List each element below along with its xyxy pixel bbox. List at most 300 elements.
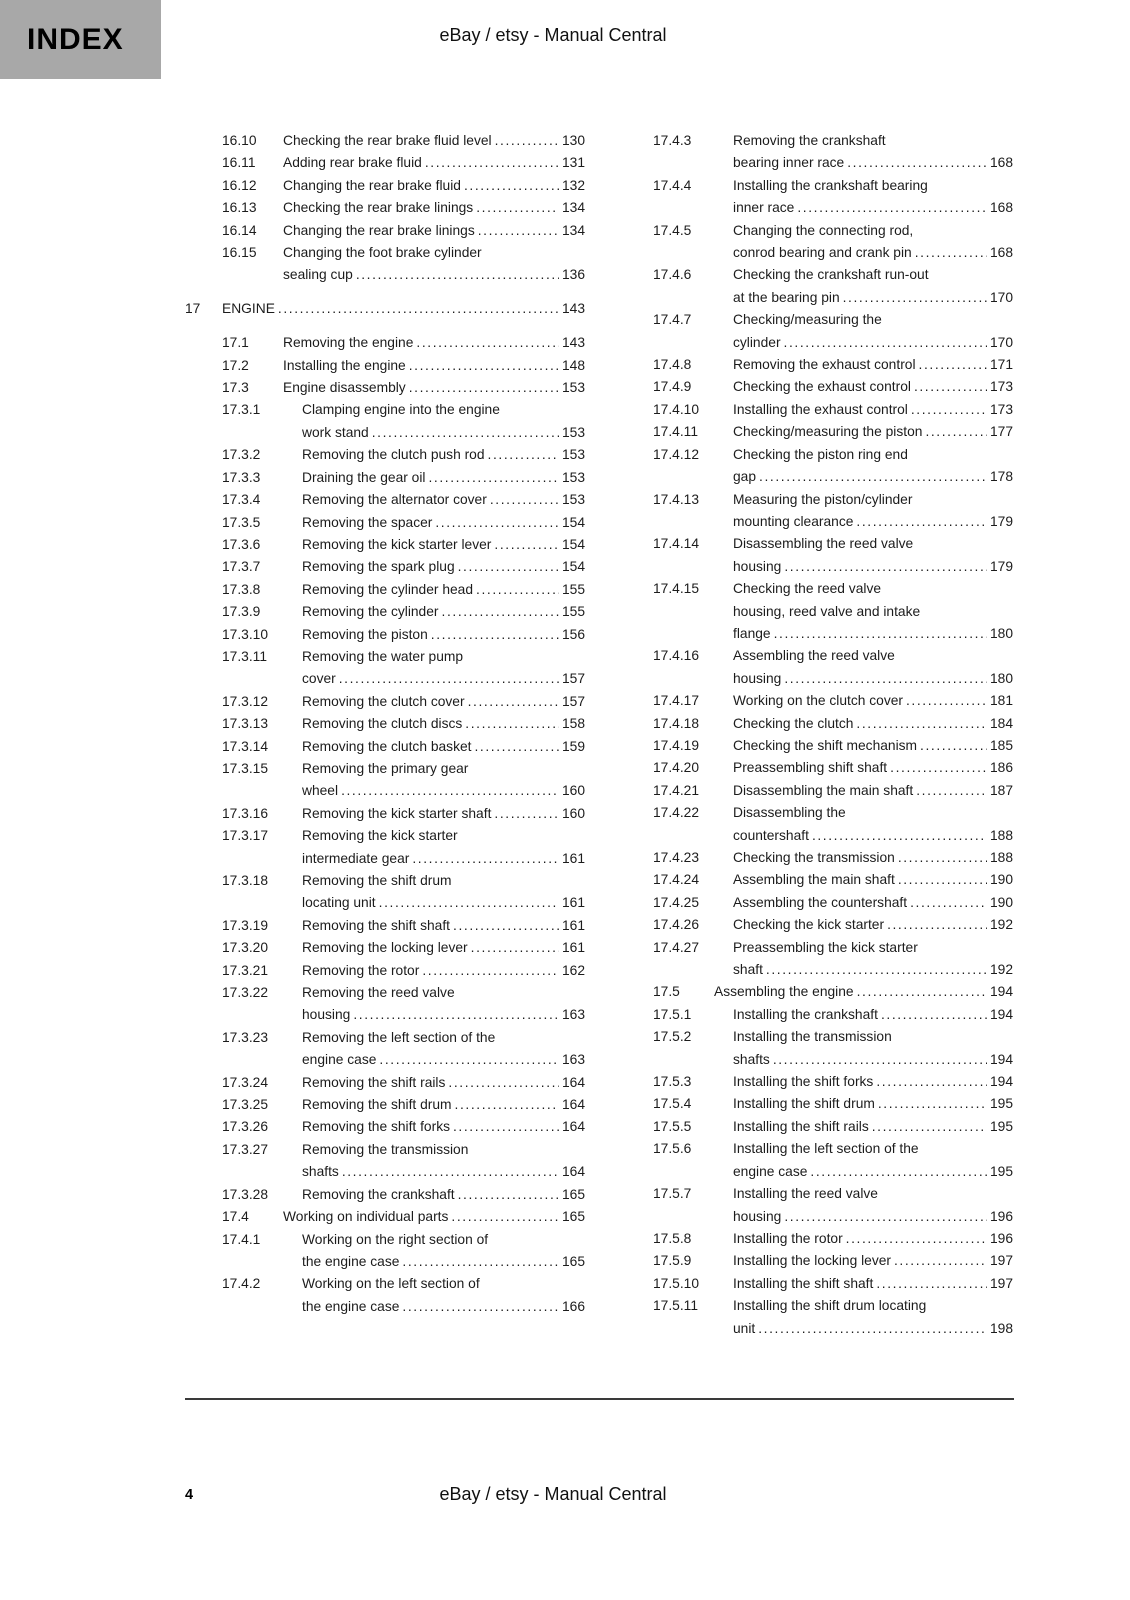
toc-entry — [653, 130, 1013, 175]
dot-leader — [857, 981, 987, 1003]
toc-entry-number: 17.3.13 — [222, 716, 269, 732]
toc-entry-page: 148 — [561, 357, 585, 373]
toc-entry-number: 17.5.10 — [653, 1275, 700, 1291]
dot-leader — [451, 1206, 559, 1228]
toc-entry — [653, 869, 1013, 891]
toc-entry — [653, 399, 1013, 421]
toc-entry-title: housing — [302, 1007, 351, 1023]
toc-entry-title: Installing the shift drum — [733, 1096, 875, 1112]
toc-entry — [653, 533, 1013, 578]
toc-entry — [222, 803, 585, 825]
dot-leader — [856, 713, 987, 735]
toc-entry-number: 17.4.1 — [222, 1231, 261, 1247]
toc-entry-page: 132 — [561, 177, 585, 193]
toc-entry — [222, 982, 585, 1027]
toc-entry — [653, 376, 1013, 398]
toc-entry-number: 17.4.12 — [653, 446, 700, 462]
toc-entry — [222, 736, 585, 758]
toc-entry-number: 17.4.4 — [653, 177, 692, 193]
toc-entry — [653, 892, 1013, 914]
toc-entry — [222, 1027, 585, 1072]
toc-entry-number: 17.4.8 — [653, 357, 692, 373]
dot-leader — [894, 1250, 987, 1272]
toc-entry — [222, 332, 585, 354]
dot-leader — [876, 1273, 987, 1295]
toc-entry — [653, 444, 1013, 489]
toc-entry — [653, 847, 1013, 869]
toc-entry-page: 185 — [989, 737, 1013, 753]
toc-entry-title: engine case — [302, 1052, 377, 1068]
toc-entry-title: Working on the right section of — [302, 1231, 489, 1247]
toc-entry-number: 17.3 — [222, 380, 249, 396]
toc-entry — [222, 220, 585, 242]
toc-entry-page: 190 — [989, 894, 1013, 910]
dot-leader — [342, 1161, 559, 1183]
toc-entry-title: housing — [733, 558, 782, 574]
dot-leader — [453, 915, 559, 937]
toc-entry-page: 190 — [989, 872, 1013, 888]
toc-entry-page: 130 — [561, 133, 585, 148]
toc-entry-title: the engine case — [302, 1253, 400, 1269]
toc-entry-page: 154 — [561, 536, 585, 552]
toc-entry-title: Assembling the engine — [714, 984, 854, 1000]
toc-entry-number: 16.14 — [222, 222, 257, 238]
dot-leader — [916, 780, 987, 802]
toc-entry — [653, 1138, 1013, 1183]
toc-entry-number: 17.4.10 — [653, 401, 700, 417]
toc-entry-page: 197 — [989, 1275, 1013, 1291]
toc-entry-page: 136 — [561, 267, 585, 283]
toc-entry — [222, 512, 585, 534]
dot-leader — [379, 1049, 559, 1071]
toc-entry-page: 162 — [561, 962, 585, 978]
dot-leader — [876, 1071, 987, 1093]
toc-entry-title: wheel — [302, 783, 339, 799]
toc-entry-title: conrod bearing and crank pin — [733, 245, 912, 261]
toc-entry-title: Installing the exhaust control — [733, 401, 908, 417]
toc-entry-title: Installing the shift forks — [733, 1074, 874, 1090]
dot-leader — [422, 960, 559, 982]
toc-entry-number: 17.3.25 — [222, 1097, 269, 1113]
dot-leader — [784, 556, 987, 578]
toc-entry — [222, 489, 585, 511]
dot-leader — [915, 242, 987, 264]
dot-leader — [465, 713, 559, 735]
header-title: eBay / etsy - Manual Central — [439, 25, 667, 45]
toc-entry — [222, 1116, 585, 1138]
toc-entry-title: Removing the clutch cover — [302, 693, 465, 709]
toc-entry — [653, 713, 1013, 735]
toc-entry-title: Installing the locking lever — [733, 1253, 891, 1269]
toc-entry — [222, 646, 585, 691]
toc-entry-title: Checking the shift mechanism — [733, 737, 918, 753]
dot-leader — [766, 959, 987, 981]
toc-entry — [222, 152, 585, 174]
toc-entry — [653, 981, 1013, 1003]
toc-entry-number: 17.4.5 — [653, 222, 692, 238]
toc-entry-title: flange — [733, 625, 771, 641]
toc-entry-number: 17.5.7 — [653, 1186, 692, 1202]
toc-entry-number: 17.4 — [222, 1209, 249, 1225]
toc-entry — [222, 1229, 585, 1274]
dot-leader — [920, 735, 987, 757]
toc-entry-number: 17.5.6 — [653, 1141, 692, 1157]
toc-entry-title: Installing the left section of the — [733, 1141, 919, 1157]
toc-entry-title: Removing the reed valve — [302, 985, 455, 1001]
toc-entry-number: 17.4.14 — [653, 536, 700, 552]
toc-entry-title: Removing the spacer — [302, 514, 433, 530]
toc-entry-page: 157 — [561, 671, 585, 687]
toc-entry-title: Working on individual parts — [283, 1209, 449, 1225]
toc-entry-number: 17.4.27 — [653, 939, 700, 955]
toc-entry — [653, 914, 1013, 936]
toc-entry-title: Removing the cylinder — [302, 604, 439, 620]
toc-entry-title: Removing the shift drum — [302, 1097, 452, 1113]
toc-entry-page: 153 — [561, 492, 585, 508]
toc-entry-number: 16.10 — [222, 133, 257, 148]
toc-entry-number: 17.4.15 — [653, 581, 700, 597]
dot-leader — [887, 914, 987, 936]
toc-entry — [222, 713, 585, 735]
toc-entry-number: 17.4.17 — [653, 693, 700, 709]
toc-entry-title: the engine case — [302, 1298, 400, 1314]
dot-leader — [476, 197, 559, 219]
toc-entry — [222, 242, 585, 287]
toc-entry-page: 192 — [989, 962, 1013, 978]
toc-entry — [653, 1273, 1013, 1295]
toc-entry-number: 17.4.25 — [653, 894, 700, 910]
toc-entry-number: 17.3.4 — [222, 492, 261, 508]
toc-entry-title: Removing the shift shaft — [302, 917, 451, 933]
toc-entry-page: 196 — [989, 1208, 1013, 1224]
toc-entry-title: engine case — [733, 1163, 808, 1179]
toc-entry-page: 161 — [561, 940, 585, 956]
toc-entry-number: 17.4.24 — [653, 872, 700, 888]
dot-leader — [339, 668, 559, 690]
dot-leader — [914, 376, 987, 398]
dot-leader — [478, 220, 559, 242]
toc-entry — [222, 601, 585, 623]
toc-entry-number: 17.4.2 — [222, 1276, 261, 1292]
toc-entry-page: 168 — [989, 155, 1013, 171]
toc-entry-title: cylinder — [733, 334, 781, 350]
toc-entry-title: Assembling the main shaft — [733, 872, 895, 888]
toc-entry-title: Disassembling the main shaft — [733, 782, 914, 798]
toc-entry-title: locating unit — [302, 895, 376, 911]
toc-entry-title: Checking the kick starter — [733, 917, 885, 933]
toc-entry-title: Checking/measuring the — [733, 312, 882, 328]
dot-leader — [458, 556, 559, 578]
toc-entry-title: shaft — [733, 962, 763, 978]
dot-leader — [402, 1251, 559, 1273]
toc-entry — [222, 399, 585, 444]
toc-entry-number: 17.4.3 — [653, 133, 692, 148]
toc-entry-title: Removing the transmission — [302, 1141, 469, 1157]
toc-entry-page: 179 — [989, 513, 1013, 529]
toc-entry-number: 17.3.23 — [222, 1029, 269, 1045]
toc-entry-title: Removing the exhaust control — [733, 357, 916, 373]
toc-entry-number: 16.11 — [222, 155, 256, 171]
dot-leader — [488, 444, 559, 466]
toc-entry — [222, 915, 585, 937]
dot-leader — [759, 466, 987, 488]
toc-entry-number: 16.12 — [222, 177, 257, 193]
toc-entry-number: 17.4.18 — [653, 715, 700, 731]
toc-entry-number: 17.5.11 — [653, 1298, 699, 1314]
toc-entry-page: 143 — [561, 300, 585, 316]
toc-entry-page: 164 — [561, 1119, 585, 1135]
toc-entry-number: 17.3.16 — [222, 805, 269, 821]
toc-entry-number: 16.15 — [222, 245, 257, 261]
toc-entry-page: 186 — [989, 760, 1013, 776]
toc-entry-page: 180 — [989, 670, 1013, 686]
toc-entry-number: 17.5.3 — [653, 1074, 692, 1090]
toc-entry-title: Removing the shift rails — [302, 1074, 446, 1090]
toc-entry-title: Checking/measuring the piston — [733, 424, 923, 440]
toc-entry-number: 17.3.5 — [222, 514, 261, 530]
toc-entry — [222, 870, 585, 915]
dot-leader — [847, 152, 987, 174]
toc-entry-title: Removing the kick starter lever — [302, 536, 492, 552]
toc-entry-number: 17.5.9 — [653, 1253, 692, 1269]
toc-entry-number: 17.4.21 — [653, 782, 700, 798]
dot-leader — [925, 421, 987, 443]
toc-entry — [222, 1273, 585, 1318]
toc-entry-number: 17.3.27 — [222, 1141, 269, 1157]
toc-entry — [653, 489, 1013, 534]
toc-entry-title: Installing the crankshaft bearing — [733, 177, 928, 193]
toc-entry-title: Installing the shift shaft — [733, 1275, 874, 1291]
toc-entry-number: 17.3.9 — [222, 604, 261, 620]
toc-entry — [222, 534, 585, 556]
toc-entry — [222, 758, 585, 803]
toc-entry-number: 17.3.1 — [222, 402, 261, 418]
toc-entry-number: 17.4.13 — [653, 491, 700, 507]
toc-entry-title: shafts — [302, 1164, 339, 1180]
toc-entry-page: 184 — [989, 715, 1013, 731]
toc-entry — [222, 355, 585, 377]
toc-entry-page: 155 — [561, 581, 585, 597]
toc-entry-page: 154 — [561, 514, 585, 530]
toc-entry-title: at the bearing pin — [733, 289, 840, 305]
dot-leader — [402, 1296, 559, 1318]
toc-entry — [653, 645, 1013, 690]
toc-entry — [653, 1116, 1013, 1138]
toc-entry-page: 160 — [561, 805, 585, 821]
toc-entry-title: Adding rear brake fluid — [283, 155, 422, 171]
toc-entry-title: Changing the connecting rod, — [733, 222, 914, 238]
toc-entry-number: 17.5.1 — [653, 1006, 692, 1022]
dot-leader — [490, 489, 559, 511]
toc-entry — [653, 421, 1013, 443]
toc-entry-title: Installing the crankshaft — [733, 1006, 878, 1022]
toc-entry-page: 134 — [561, 222, 585, 238]
toc-entry-title: Clamping engine into the engine — [302, 402, 500, 418]
toc-entry-number: 16.13 — [222, 200, 257, 216]
dot-leader — [476, 579, 559, 601]
toc-entry-title: Draining the gear oil — [302, 469, 426, 485]
toc-entry-title: Disassembling the — [733, 805, 846, 821]
toc-entry — [222, 444, 585, 466]
toc-entry-page: 177 — [989, 424, 1013, 440]
toc-entry-number: 17.4.11 — [653, 424, 699, 440]
dot-leader — [455, 1094, 559, 1116]
toc-entry-title: Removing the cylinder head — [302, 581, 474, 597]
toc-entry-page: 153 — [561, 380, 585, 396]
dot-leader — [474, 736, 558, 758]
toc-entry-title: Checking the clutch — [733, 715, 854, 731]
toc-entry-page: 153 — [561, 424, 585, 440]
dot-leader — [773, 1049, 987, 1071]
toc-entry-number: 17.3.26 — [222, 1119, 269, 1135]
toc-entry — [653, 1004, 1013, 1026]
toc-entry — [653, 1183, 1013, 1228]
dot-leader — [442, 601, 559, 623]
toc-entry-number: 17.5.4 — [653, 1096, 692, 1112]
toc-entry-title: Removing the spark plug — [302, 559, 455, 575]
toc-entry-title: Checking the reed valve — [733, 581, 882, 597]
toc-entry-number: 17.3.17 — [222, 828, 269, 844]
toc-entry-title: Measuring the piston/cylinder — [733, 491, 913, 507]
dot-leader — [784, 332, 987, 354]
toc-entry-number: 17.5.8 — [653, 1230, 692, 1246]
toc-entry-page: 178 — [989, 469, 1013, 485]
footer-divider — [185, 1398, 1014, 1400]
toc-entry-number: 17.3.28 — [222, 1186, 269, 1202]
toc-entry-number: 17.3.22 — [222, 985, 269, 1001]
dot-leader — [353, 1004, 559, 1026]
toc-entry-number: 17.5 — [653, 984, 680, 1000]
dot-leader — [495, 130, 559, 152]
toc-entry-number: 17.3.10 — [222, 626, 269, 642]
toc-entry-page: 159 — [561, 738, 585, 754]
toc-chapter-entry — [185, 298, 585, 320]
toc-entry — [222, 691, 585, 713]
toc-entry-title: Assembling the countershaft — [733, 894, 908, 910]
toc-entry-title: Removing the water pump — [302, 648, 464, 664]
toc-entry-page: 188 — [989, 827, 1013, 843]
toc-entry-number: 17.4.7 — [653, 312, 692, 328]
toc-column-right — [653, 130, 1013, 1340]
toc-entry-number: 17.3.24 — [222, 1074, 269, 1090]
toc-entry-number: 17.2 — [222, 357, 249, 373]
toc-entry-page: 153 — [561, 469, 585, 485]
toc-entry-title: cover — [302, 671, 336, 687]
toc-entry-title: Removing the left section of the — [302, 1029, 496, 1045]
toc-entry-page: 188 — [989, 850, 1013, 865]
toc-entry-number: 17.4.22 — [653, 805, 700, 821]
toc-entry-page: 195 — [989, 1118, 1013, 1134]
dot-leader — [372, 422, 559, 444]
toc-entry-title: Removing the shift forks — [302, 1119, 450, 1135]
toc-entry — [653, 937, 1013, 982]
toc-entry-title: Checking the transmission — [733, 850, 895, 865]
toc-entry — [222, 175, 585, 197]
toc-entry-page: 173 — [989, 401, 1013, 417]
toc-entry-page: 161 — [561, 850, 585, 866]
toc-entry-title: Checking the crankshaft run-out — [733, 267, 929, 283]
toc-entry — [222, 377, 585, 399]
toc-entry-number: 17.5.5 — [653, 1118, 692, 1134]
toc-entry-page: 196 — [989, 1230, 1013, 1246]
toc-entry-number: 17.3.6 — [222, 536, 261, 552]
toc-entry — [222, 1094, 585, 1116]
toc-entry-title: Checking the piston ring end — [733, 446, 908, 462]
toc-entry-title: Working on the left section of — [302, 1276, 480, 1292]
toc-entry-page: 181 — [989, 693, 1013, 709]
toc-entry-number: 17.4.9 — [653, 379, 692, 395]
toc-entry-page: 166 — [561, 1298, 585, 1314]
dot-leader — [458, 1184, 559, 1206]
toc-entry-page: 153 — [561, 447, 585, 463]
dot-leader — [428, 467, 558, 489]
toc-entry-page: 173 — [989, 379, 1013, 395]
toc-entry-number: 17.3.15 — [222, 760, 269, 776]
toc-entry-title: gap — [733, 469, 757, 485]
toc-entry-title: housing — [733, 1208, 782, 1224]
dot-leader — [919, 354, 987, 376]
toc-entry-title: Installing the shift drum locating — [733, 1298, 927, 1314]
toc-entry-title: Preassembling shift shaft — [733, 760, 888, 776]
toc-entry-title: countershaft — [733, 827, 809, 843]
toc-entry — [653, 264, 1013, 309]
toc-entry-page: 194 — [989, 1051, 1013, 1067]
toc-entry-number: 17.3.12 — [222, 693, 269, 709]
toc-entry-title: Changing the rear brake linings — [283, 222, 475, 238]
toc-entry-number: 17.3.8 — [222, 581, 261, 597]
dot-leader — [881, 1004, 987, 1026]
toc-entry-title: bearing inner race — [733, 155, 845, 171]
toc-entry-number: 17.3.3 — [222, 469, 261, 485]
toc-entry-title: Installing the transmission — [733, 1029, 892, 1045]
toc-entry-title: Removing the shift drum — [302, 873, 452, 888]
dot-leader — [898, 847, 987, 869]
dot-leader — [843, 287, 987, 309]
dot-leader — [898, 869, 987, 891]
toc-entry-page: 198 — [989, 1320, 1013, 1336]
toc-entry — [653, 1026, 1013, 1071]
toc-entry-title: Changing the rear brake fluid — [283, 177, 461, 193]
toc-entry-page: 165 — [561, 1209, 585, 1225]
toc-entry-title: Installing the shift rails — [733, 1118, 869, 1134]
toc-entry-number: 17.1 — [222, 335, 249, 351]
toc-entry-title: shafts — [733, 1051, 770, 1067]
dot-leader — [412, 848, 559, 870]
dot-leader — [425, 152, 559, 174]
toc-entry — [222, 1072, 585, 1094]
toc-entry-number: 17.3.18 — [222, 873, 269, 888]
toc-entry-page: 194 — [989, 1006, 1013, 1022]
toc-entry — [653, 1250, 1013, 1272]
toc-entry — [222, 467, 585, 489]
toc-entry-page: 154 — [561, 559, 585, 575]
toc-entry-page: 165 — [561, 1253, 585, 1269]
toc-entry-page: 165 — [561, 1186, 585, 1202]
toc-entry-title: housing — [733, 670, 782, 686]
toc-entry-page: 164 — [561, 1164, 585, 1180]
toc-entry — [222, 1184, 585, 1206]
toc-entry-number: 17 — [185, 300, 201, 316]
toc-entry-number: 17.3.7 — [222, 559, 261, 575]
toc-entry-title: sealing cup — [283, 267, 353, 283]
dot-leader — [416, 332, 559, 354]
toc-entry-title: Removing the primary gear — [302, 760, 469, 776]
toc-entry-title: Removing the rotor — [302, 962, 420, 978]
toc-entry-page: 197 — [989, 1253, 1013, 1269]
toc-column-left — [185, 130, 585, 1318]
toc-entry-title: Preassembling the kick starter — [733, 939, 918, 955]
toc-entry-page: 161 — [561, 917, 585, 933]
